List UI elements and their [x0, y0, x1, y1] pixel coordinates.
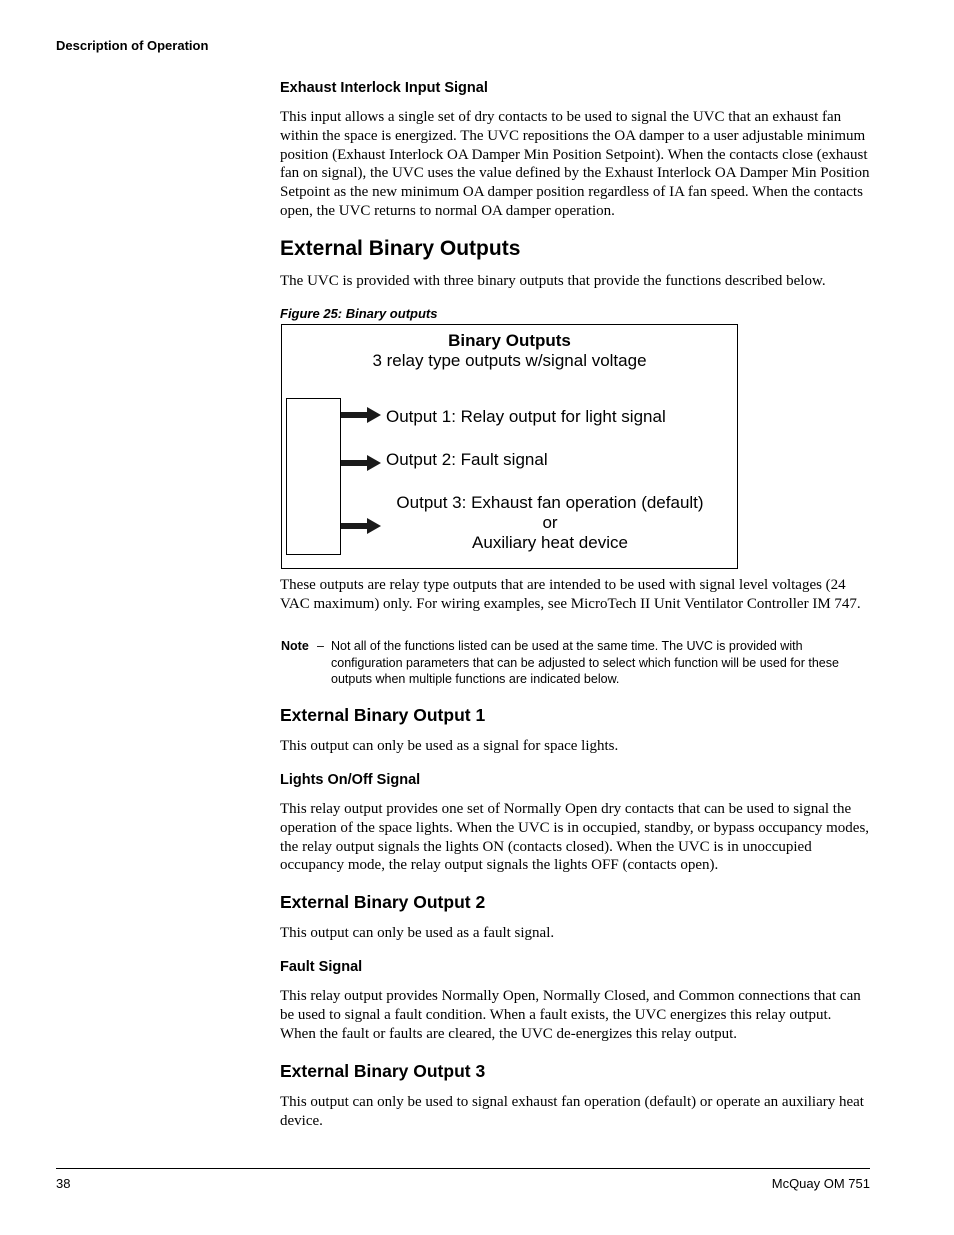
subheading-lights-signal: Lights On/Off Signal [280, 772, 421, 788]
paragraph-exhaust-interlock: This input allows a single set of dry contacts to be used to signal the UVC that an exhaust fan within the space is energized. The UVC repositions the OA damper to a user adjustable minimum position (Exhaust Interlock OA Damper Min Position Setpoint). When the contacts close (exhaust fan on signal), the UVC uses the value defined by the Exhaust Interlock OA Damper Min Position Setpoint as the new minimum OA damper position regardless of IA fan speed. When the contacts open, the UVC returns to normal OA damper operation. [280, 109, 870, 219]
output-1-label: Output 1: Relay output for light signal [386, 407, 666, 426]
paragraph-outputs-intro: The UVC is provided with three binary outputs that provide the functions described below. [280, 273, 826, 289]
section-heading-output-3: External Binary Output 3 [280, 1061, 486, 1081]
output-2-label: Output 2: Fault signal [386, 450, 548, 469]
paragraph-output-3: This output can only be used to signal exhaust fan operation (default) or operate an auxiliary heat device. [280, 1094, 864, 1129]
note-text: Not all of the functions listed can be used at the same time. The UVC is provided with configuration parameters that can be adjusted to select which function will be used for these outputs when multiple functions are indicated below. [331, 639, 839, 687]
running-head: Description of Operation [56, 38, 209, 53]
output-3-or: or [542, 513, 558, 532]
footer-rule [56, 1168, 870, 1169]
section-heading-output-2: External Binary Output 2 [280, 892, 486, 912]
note-dash: – [317, 639, 324, 653]
arrow-right-icon [341, 518, 383, 534]
paragraph-output-2: This output can only be used as a fault signal. [280, 925, 555, 941]
output-3-alternative: Auxiliary heat device [472, 533, 628, 552]
arrow-right-icon [341, 455, 383, 471]
paragraph-after-figure: These outputs are relay type outputs that are intended to be used with signal level voltages (24 VAC maximum) only. For wiring examples, see MicroTech II Unit Ventilator Controller IM 747. [280, 577, 861, 612]
section-heading-external-binary-outputs: External Binary Outputs [280, 237, 521, 260]
figure-caption: Figure 25: Binary outputs [280, 306, 438, 321]
diagram-title: Binary Outputs [448, 331, 571, 350]
section-heading-exhaust-interlock: Exhaust Interlock Input Signal [280, 80, 488, 96]
note-label: Note [281, 639, 309, 653]
paragraph-lights-signal: This relay output provides one set of Normally Open dry contacts that can be used to signal the operation of the space lights. When the UVC is in occupied, standby, or bypass occupancy modes, the relay output signals the lights ON (contacts closed). When the UVC is in unoccupied occupancy mode, the relay output signals the lights OFF (contacts open). [280, 801, 870, 874]
paragraph-fault-signal: This relay output provides Normally Open, Normally Closed, and Common connections that can be used to signal a fault condition. When a fault exists, the UVC energizes this relay output. When the fault or faults are cleared, the UVC de-energizes this relay output. [280, 988, 861, 1042]
page-number: 38 [56, 1176, 71, 1191]
arrow-right-icon [341, 407, 383, 423]
diagram-subtitle: 3 relay type outputs w/signal voltage [372, 351, 647, 370]
binary-outputs-diagram [281, 324, 738, 569]
output-3-label: Output 3: Exhaust fan operation (default) [396, 493, 704, 512]
paragraph-output-1: This output can only be used as a signal for space lights. [280, 738, 619, 754]
section-heading-output-1: External Binary Output 1 [280, 705, 486, 725]
subheading-fault-signal: Fault Signal [280, 959, 363, 975]
document-id: McQuay OM 751 [771, 1176, 870, 1191]
controller-box [286, 398, 341, 555]
